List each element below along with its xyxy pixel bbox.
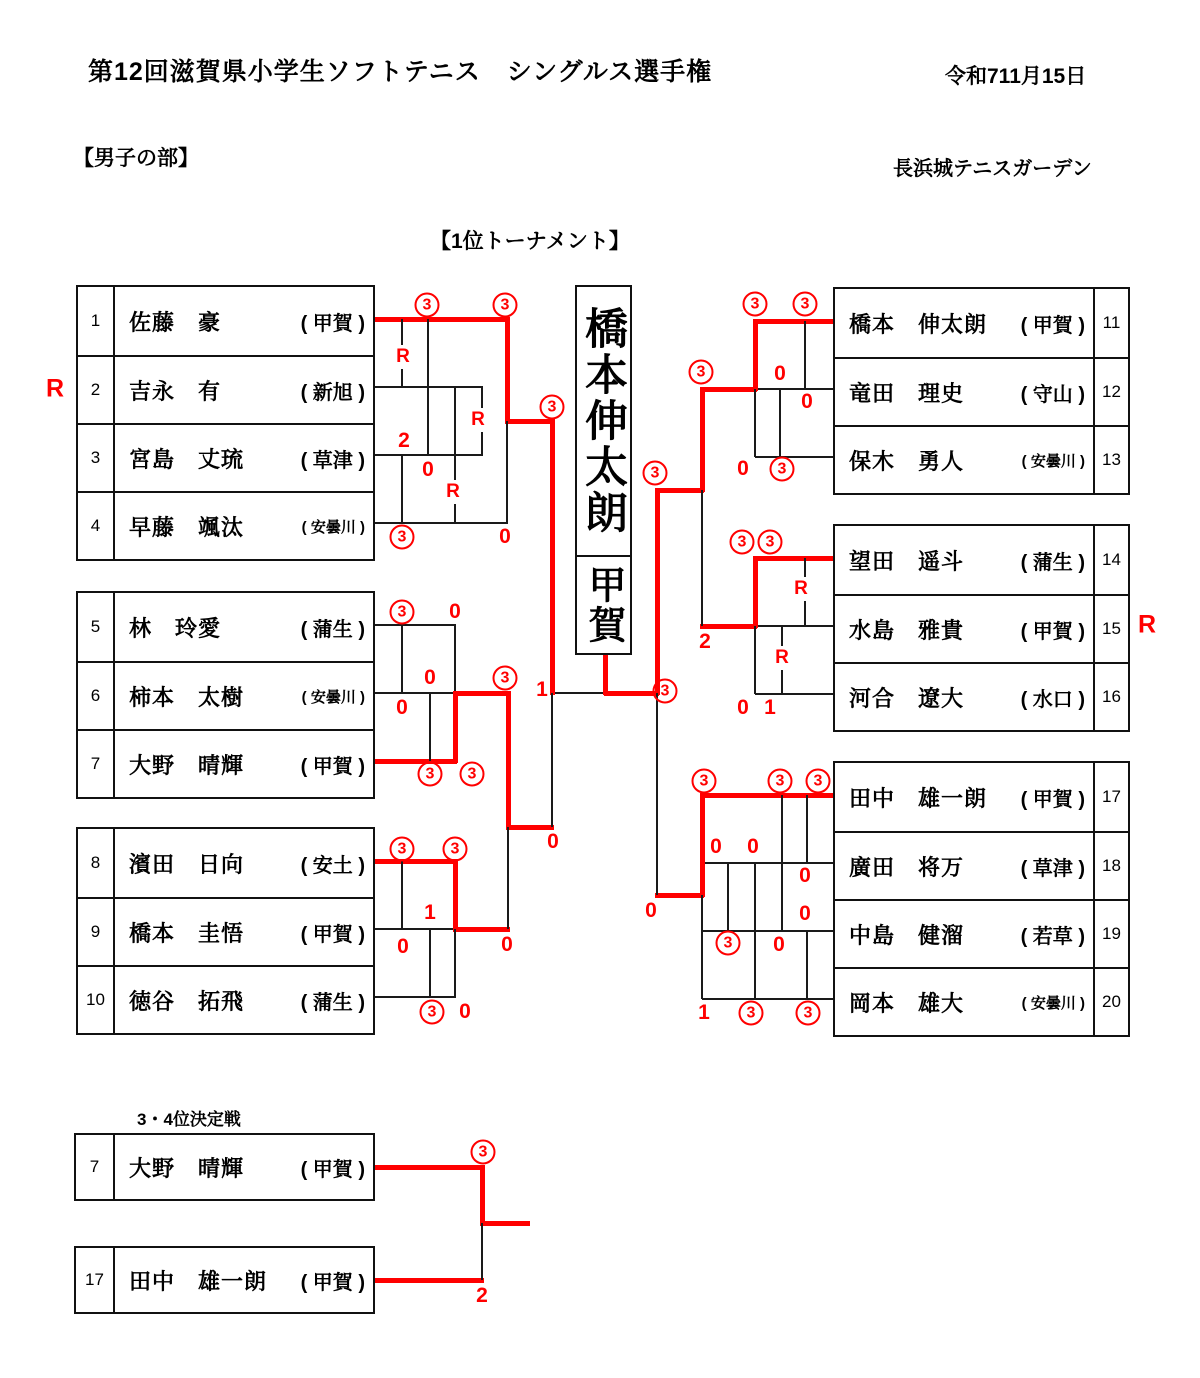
player-name-cell xyxy=(835,901,1093,967)
player-row xyxy=(835,831,1128,899)
score-number: 0 xyxy=(645,899,657,922)
bracket-line-winner xyxy=(700,793,833,798)
player-number: 1 xyxy=(78,287,115,355)
bracket-line xyxy=(375,386,483,388)
bracket-line xyxy=(429,693,431,761)
player-number: 16 xyxy=(1093,664,1128,730)
player-name: 柿本 太樹 xyxy=(129,684,245,710)
player-club: ( 安曇川 ) xyxy=(1021,452,1085,470)
player-row xyxy=(78,829,373,897)
score-circled-3: 3 xyxy=(770,457,795,482)
bracket-line xyxy=(779,389,781,457)
player-row xyxy=(78,593,373,661)
player-club: ( 甲賀 ) xyxy=(1020,620,1085,643)
bracket-line xyxy=(551,693,553,827)
player-box xyxy=(74,1133,375,1201)
player-number: 9 xyxy=(78,899,115,965)
player-name: 佐藤 豪 xyxy=(129,309,222,335)
bracket-line xyxy=(701,895,703,999)
player-number: 7 xyxy=(76,1135,115,1199)
score-circled-3: 3 xyxy=(390,837,415,862)
player-name-cell xyxy=(115,899,373,965)
player-name-cell xyxy=(835,969,1093,1035)
division-label: 【男子の部】 xyxy=(73,147,199,170)
bracket-line xyxy=(375,996,456,998)
bracket-line-winner xyxy=(655,488,704,493)
page-title: 第12回滋賀県小学生ソフトテニス シングルス選手権 xyxy=(88,58,713,86)
withdraw-mark: R xyxy=(45,374,65,403)
score-number: 1 xyxy=(424,901,436,924)
player-row xyxy=(835,425,1128,493)
player-club: ( 安土 ) xyxy=(300,854,365,877)
player-name-cell xyxy=(835,427,1093,493)
player-name-cell xyxy=(115,1135,373,1199)
player-name: 望田 遥斗 xyxy=(849,548,965,574)
player-club: ( 甲賀 ) xyxy=(300,1158,365,1181)
player-name-cell xyxy=(115,1248,373,1312)
bracket-line-winner xyxy=(753,319,758,391)
score-number: 1 xyxy=(698,1001,710,1024)
score-circled-3: 3 xyxy=(743,292,768,317)
score-number: 0 xyxy=(422,458,434,481)
player-name: 廣田 将万 xyxy=(849,854,965,880)
bracket-line xyxy=(754,863,756,999)
player-number: 19 xyxy=(1093,901,1128,967)
bracket-line xyxy=(755,625,833,627)
score-number: 0 xyxy=(459,1000,471,1023)
score-number: 2 xyxy=(476,1284,488,1307)
player-name: 保木 勇人 xyxy=(849,448,965,474)
bracket-line xyxy=(755,693,833,695)
player-name: 大野 晴輝 xyxy=(129,752,245,778)
bracket-line-winner xyxy=(753,319,833,324)
score-circled-3: 3 xyxy=(471,1140,496,1165)
score-number: 0 xyxy=(747,835,759,858)
player-club: ( 甲賀 ) xyxy=(1020,788,1085,811)
player-name-cell xyxy=(115,593,373,661)
bracket-line xyxy=(755,388,833,390)
retired-mark: R xyxy=(443,480,463,504)
bracket-line xyxy=(454,929,456,997)
score-circled-3: 3 xyxy=(689,360,714,385)
player-number: 11 xyxy=(1093,289,1128,357)
bracket-line-winner xyxy=(375,317,509,322)
bracket-line xyxy=(454,625,456,693)
score-circled-3: 3 xyxy=(493,293,518,318)
player-row xyxy=(78,287,373,355)
bracket-line xyxy=(702,862,833,864)
bracket-line-winner xyxy=(375,1278,484,1283)
player-name-cell xyxy=(115,357,373,423)
player-name: 橋本 伸太朗 xyxy=(849,311,988,337)
bracket-line xyxy=(507,827,509,929)
score-number: 0 xyxy=(449,600,461,623)
champion-club: 甲賀 xyxy=(582,565,624,645)
player-name-cell xyxy=(115,967,373,1033)
player-club: ( 蒲生 ) xyxy=(300,618,365,641)
score-circled-3: 3 xyxy=(415,293,440,318)
player-row xyxy=(76,1135,373,1199)
player-name: 水島 雅貴 xyxy=(849,617,965,643)
score-number: 0 xyxy=(547,830,559,853)
score-number: 1 xyxy=(536,678,548,701)
score-circled-3: 3 xyxy=(758,530,783,555)
player-row xyxy=(835,289,1128,357)
score-circled-3: 3 xyxy=(643,461,668,486)
score-number: 0 xyxy=(710,835,722,858)
bracket-line xyxy=(727,863,729,931)
score-number: 0 xyxy=(799,864,811,887)
bracket-line-winner xyxy=(480,1165,485,1225)
bracket-line-winner xyxy=(375,759,457,764)
player-box xyxy=(833,761,1130,1037)
bracket-line-winner xyxy=(453,691,458,763)
player-name-cell xyxy=(115,425,373,491)
champion-box xyxy=(575,285,632,655)
bracket-line xyxy=(401,861,403,929)
bracket-line xyxy=(806,795,808,863)
bracket-line-winner xyxy=(480,1221,530,1226)
bracket-line xyxy=(429,929,431,997)
bracket-line xyxy=(375,522,508,524)
venue-label: 長浜城テニスガーデン xyxy=(893,158,1092,180)
bracket-title: 【1位トーナメント】 xyxy=(430,230,630,253)
score-circled-3: 3 xyxy=(418,762,443,787)
player-row xyxy=(835,662,1128,730)
bracket-line-winner xyxy=(700,624,757,629)
retired-mark: R xyxy=(791,577,811,601)
player-club: ( 蒲生 ) xyxy=(300,991,365,1014)
bracket-line-winner xyxy=(453,859,458,931)
player-name-cell xyxy=(115,731,373,797)
player-name-cell xyxy=(835,289,1093,357)
player-name: 岡本 雄大 xyxy=(849,990,965,1016)
score-number: 0 xyxy=(424,666,436,689)
player-name: 濱田 日向 xyxy=(129,851,245,877)
player-club: ( 甲賀 ) xyxy=(300,312,365,335)
date-label: 令和711月15日 xyxy=(945,65,1087,88)
player-name: 田中 雄一朗 xyxy=(849,785,988,811)
retired-mark: R xyxy=(393,345,413,369)
player-club: ( 草津 ) xyxy=(300,449,365,472)
bracket-line xyxy=(427,319,429,455)
playoff-title: 3・4位決定戦 xyxy=(137,1110,241,1129)
bracket-line-winner xyxy=(753,556,758,628)
score-number: 2 xyxy=(398,429,410,452)
score-circled-3: 3 xyxy=(716,931,741,956)
bracket-line xyxy=(754,389,756,457)
player-name: 橋本 圭悟 xyxy=(129,920,245,946)
bracket-line-winner xyxy=(550,419,555,695)
score-number: 0 xyxy=(773,933,785,956)
score-number: 0 xyxy=(501,933,513,956)
bracket-line-winner xyxy=(753,556,833,561)
player-row xyxy=(78,965,373,1033)
player-name: 徳谷 拓飛 xyxy=(129,988,245,1014)
bracket-line-winner xyxy=(375,1165,484,1170)
score-number: 0 xyxy=(396,696,408,719)
player-number: 6 xyxy=(78,663,115,729)
bracket-line-winner xyxy=(604,691,659,696)
player-row xyxy=(835,899,1128,967)
player-club: ( 蒲生 ) xyxy=(1020,551,1085,574)
score-circled-3: 3 xyxy=(540,395,565,420)
bracket-line xyxy=(401,625,403,693)
player-box xyxy=(833,524,1130,732)
bracket-line xyxy=(781,795,783,931)
player-row xyxy=(835,594,1128,662)
player-row xyxy=(835,357,1128,425)
bracket-line-winner xyxy=(700,387,705,492)
player-name: 林 玲愛 xyxy=(129,615,222,641)
bracket-line xyxy=(481,1223,483,1280)
bracket-line-winner xyxy=(375,859,457,864)
player-name: 吉永 有 xyxy=(129,378,222,404)
score-circled-3: 3 xyxy=(493,666,518,691)
player-club: ( 安曇川 ) xyxy=(301,518,365,536)
player-number: 13 xyxy=(1093,427,1128,493)
player-row xyxy=(78,355,373,423)
player-name: 河合 遼大 xyxy=(849,685,965,711)
bracket-line xyxy=(755,456,833,458)
player-club: ( 安曇川 ) xyxy=(1021,994,1085,1012)
player-club: ( 甲賀 ) xyxy=(300,755,365,778)
player-name-cell xyxy=(835,596,1093,662)
score-circled-3: 3 xyxy=(443,837,468,862)
player-row xyxy=(78,897,373,965)
player-club: ( 甲賀 ) xyxy=(300,1271,365,1294)
player-number: 8 xyxy=(78,829,115,897)
player-row xyxy=(76,1248,373,1312)
bracket-line-winner xyxy=(655,488,660,695)
score-circled-3: 3 xyxy=(390,525,415,550)
player-name-cell xyxy=(835,763,1093,831)
player-name-cell xyxy=(835,526,1093,594)
player-row xyxy=(78,491,373,559)
player-name: 竜田 理史 xyxy=(849,380,965,406)
bracket-line-winner xyxy=(700,387,757,392)
bracket-line xyxy=(754,626,756,694)
withdraw-mark: R xyxy=(1137,610,1157,639)
player-row xyxy=(78,423,373,491)
score-circled-3: 3 xyxy=(460,762,485,787)
bracket-line xyxy=(552,692,606,694)
player-name-cell xyxy=(835,359,1093,425)
player-number: 4 xyxy=(78,493,115,559)
bracket-line-winner xyxy=(506,691,511,829)
player-name: 早藤 颯汰 xyxy=(129,514,245,540)
player-row xyxy=(835,526,1128,594)
player-row xyxy=(835,763,1128,831)
score-circled-3: 3 xyxy=(420,1000,445,1025)
score-number: 0 xyxy=(737,696,749,719)
score-circled-3: 3 xyxy=(390,600,415,625)
bracket-line-winner xyxy=(453,927,510,932)
player-name-cell xyxy=(115,287,373,355)
player-number: 7 xyxy=(78,731,115,797)
score-circled-3: 3 xyxy=(806,769,831,794)
player-box xyxy=(76,285,375,561)
retired-mark: R xyxy=(772,646,792,670)
score-circled-3: 3 xyxy=(793,292,818,317)
score-circled-3: 3 xyxy=(768,769,793,794)
player-club: ( 新旭 ) xyxy=(300,381,365,404)
score-circled-3: 3 xyxy=(653,679,678,704)
player-box xyxy=(74,1246,375,1314)
bracket-line xyxy=(375,928,456,930)
score-circled-3: 3 xyxy=(730,530,755,555)
player-name-cell xyxy=(835,664,1093,730)
player-club: ( 安曇川 ) xyxy=(301,688,365,706)
player-club: ( 草津 ) xyxy=(1020,857,1085,880)
player-number: 17 xyxy=(1093,763,1128,831)
player-name: 大野 晴輝 xyxy=(129,1155,245,1181)
retired-mark: R xyxy=(468,408,488,432)
player-number: 15 xyxy=(1093,596,1128,662)
bracket-line xyxy=(701,490,703,626)
bracket-line-winner xyxy=(603,655,608,695)
player-name-cell xyxy=(115,829,373,897)
player-name: 中島 健溜 xyxy=(849,922,965,948)
player-name-cell xyxy=(835,833,1093,899)
bracket-line xyxy=(656,693,658,895)
score-number: 0 xyxy=(799,902,811,925)
player-box xyxy=(76,591,375,799)
score-number: 2 xyxy=(699,630,711,653)
bracket-line xyxy=(804,321,806,389)
player-box xyxy=(76,827,375,1035)
score-number: 0 xyxy=(499,525,511,548)
bracket-line-winner xyxy=(505,317,510,423)
player-name: 田中 雄一朗 xyxy=(129,1268,268,1294)
player-name-cell xyxy=(115,663,373,729)
champion-name: 橋本伸太朗 xyxy=(577,287,630,557)
bracket-line xyxy=(375,624,456,626)
player-name-cell xyxy=(115,493,373,559)
score-circled-3: 3 xyxy=(796,1001,821,1026)
score-number: 1 xyxy=(764,696,776,719)
player-number: 14 xyxy=(1093,526,1128,594)
player-number: 3 xyxy=(78,425,115,491)
score-circled-3: 3 xyxy=(692,769,717,794)
bracket-line xyxy=(806,931,808,999)
player-number: 5 xyxy=(78,593,115,661)
bracket-line xyxy=(375,692,456,694)
player-name: 宮島 丈琉 xyxy=(129,446,245,472)
bracket-line xyxy=(401,455,403,523)
score-circled-3: 3 xyxy=(739,1001,764,1026)
player-row xyxy=(78,661,373,729)
score-number: 0 xyxy=(774,362,786,385)
bracket-line-winner xyxy=(655,893,704,898)
score-number: 0 xyxy=(737,457,749,480)
bracket-line xyxy=(375,454,483,456)
bracket-line xyxy=(702,998,833,1000)
player-box xyxy=(833,287,1130,495)
player-club: ( 守山 ) xyxy=(1020,383,1085,406)
player-number: 2 xyxy=(78,357,115,423)
player-number: 20 xyxy=(1093,969,1128,1035)
player-club: ( 水口 ) xyxy=(1020,688,1085,711)
bracket-line-winner xyxy=(700,793,705,897)
player-club: ( 甲賀 ) xyxy=(300,923,365,946)
bracket-line-winner xyxy=(453,691,510,696)
player-number: 12 xyxy=(1093,359,1128,425)
score-number: 0 xyxy=(397,935,409,958)
player-row xyxy=(835,967,1128,1035)
player-number: 17 xyxy=(76,1248,115,1312)
bracket-line-winner xyxy=(505,419,554,424)
player-number: 18 xyxy=(1093,833,1128,899)
score-number: 0 xyxy=(801,390,813,413)
player-club: ( 若草 ) xyxy=(1020,925,1085,948)
player-row xyxy=(78,729,373,797)
bracket-line xyxy=(506,421,508,523)
player-number: 10 xyxy=(78,967,115,1033)
player-club: ( 甲賀 ) xyxy=(1020,314,1085,337)
